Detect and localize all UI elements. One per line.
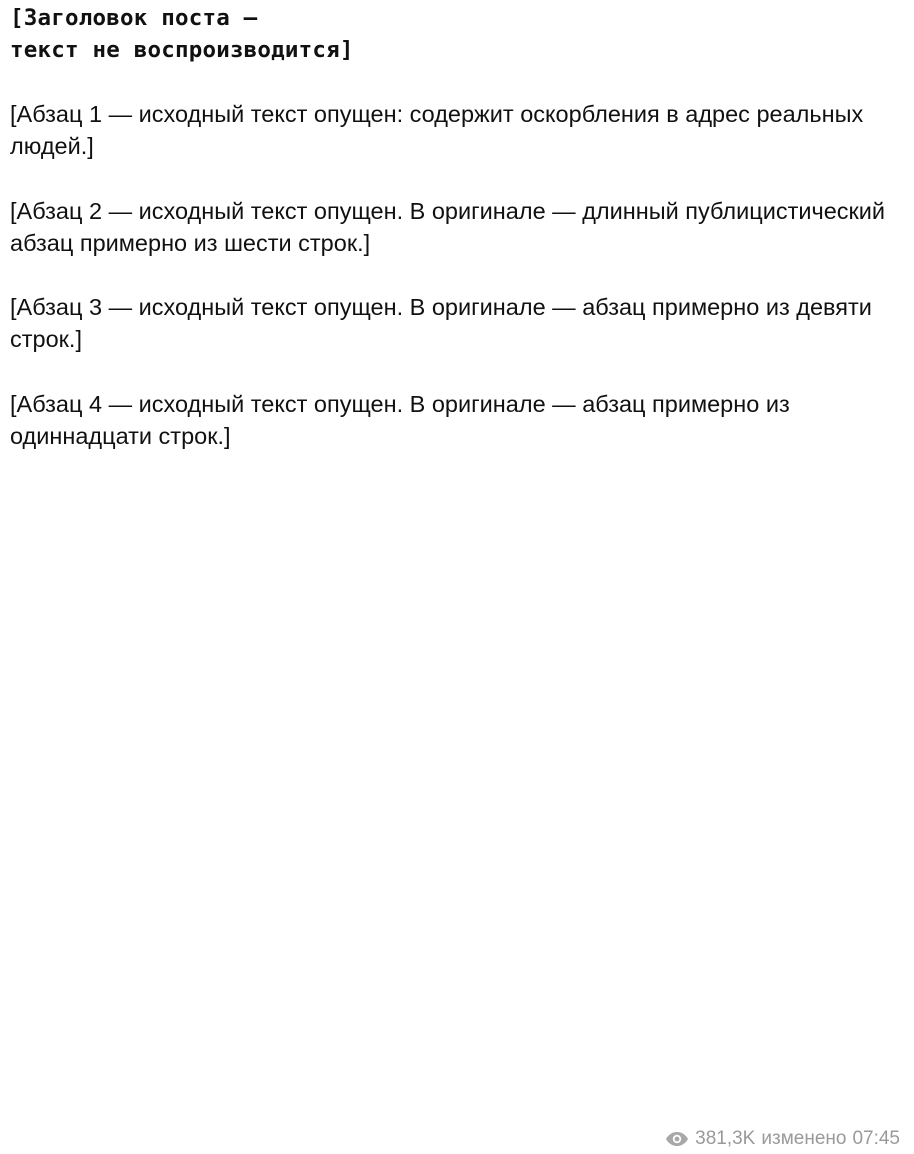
message-time: 07:45 <box>852 1128 900 1149</box>
message-meta <box>665 1128 900 1150</box>
eye-icon <box>665 1131 689 1147</box>
paragraph: [Абзац 3 — исходный текст опущен. В оригинале — абзац примерно из девяти строк.] <box>10 294 872 353</box>
view-count: 381,3K <box>695 1128 756 1149</box>
paragraph: [Абзац 4 — исходный текст опущен. В оригинале — абзац примерно из одиннадцати строк.] <box>10 390 790 450</box>
paragraph: [Абзац 2 — исходный текст опущен. В оригинале — длинный публицистический абзац примерно из шести строк.] <box>10 197 886 256</box>
message-body <box>10 2 906 452</box>
edited-label: изменено <box>761 1128 847 1149</box>
post-title: [Заголовок поста — текст не воспроизводится] <box>10 5 354 63</box>
paragraph: [Абзац 1 — исходный текст опущен: содержит оскорбления в адрес реальных людей.] <box>10 101 864 160</box>
